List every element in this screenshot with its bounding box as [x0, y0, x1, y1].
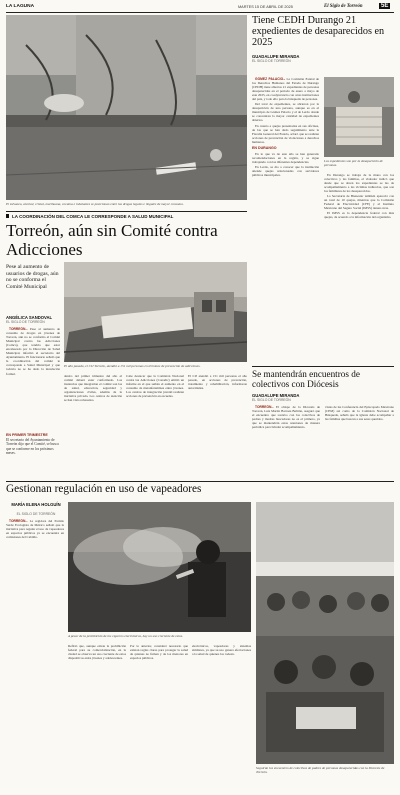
vapeadores-column-2: Refirió que, aunque existe la prohibición federal para su comercialización, en la ciudad se observa un uso creciente de estos dispositivos entre jóvenes y adolescentes.: [68, 644, 126, 661]
cedh-photo: [324, 77, 394, 157]
colectivos-photo-image: [256, 502, 394, 764]
comite-headline: Torreón, aún sin Comité contra Adicciones: [6, 221, 218, 259]
vapeadores-lead-place: TORREÓN.-: [9, 519, 28, 523]
cedh-lead-place: GÓMEZ PALACIO.-: [255, 77, 286, 81]
colectivos-rule: [252, 366, 394, 367]
cedh-story: [252, 15, 394, 361]
comite-author: ANGÉLICA SANDOVAL: [6, 315, 53, 320]
page-number: 5E: [381, 3, 389, 9]
comite-outlet: EL SIGLO DE TORREÓN: [6, 320, 45, 324]
top-photo: [6, 15, 247, 200]
cedh-headline: Tiene CEDH Durango 21 expedientes de desaparecidos en 2025: [252, 15, 385, 49]
comite-photo: [64, 262, 247, 362]
comite-pull-body: El secretario del Ayuntamiento de Torreón dijo que el Comité, se busca que se conforme en los próximos meses.: [6, 438, 59, 455]
colectivos-lead-place: TORREÓN.-: [255, 405, 274, 409]
comite-column-4: El CIJ atendió a 151 mil personas el año pasado, en acciones de prevención, tratamiento y rehabilitación, informaron autoridades.: [188, 374, 247, 391]
cedh-col2-a: En Durango se trabaja de la mano con los colectivos y las familias, el visitador indicó que desde que se abren los expedientes se les da acompañamiento a las víctimas indirectas, que son los familiares de los desaparecidos.: [324, 173, 394, 194]
cedh-col1-a: La Comisión Estatal de los Derechos Humanos del Estado de Durango (CEDH) tiene abiertos 21 expedientes de personas desaparecidas en el periodo de enero a mayo de este 2025, en coadyuvancia con otras instituciones del país, y todo ello para la búsqueda de personas.: [252, 77, 319, 102]
cedh-outlet: EL SIGLO DE TORREÓN: [252, 58, 291, 63]
vapeadores-col1-text: La regidora del Partido Verde Ecologista de México señaló que la iniciativa para regular el uso de vapeadores en espacios públicos ya se encuentra en comisiones del Cabildo.: [6, 519, 64, 540]
colectivos-column-1: [252, 405, 320, 479]
comite-photo-caption: El año pasado, el CIJ Torreón, atendió a 151 mil personas en términos de prevención de adicciones.: [64, 364, 201, 368]
colectivos-author: GUADALUPE MIRANDA: [252, 393, 300, 398]
comite-photo-image: [64, 262, 247, 362]
vapeadores-column-3: Por lo anterior, consideró necesario que existan reglas claras para proteger la salud de quienes no fuman y de los menores en espacios públicos.: [130, 644, 188, 661]
colectivos-headline: Se mantendrán encuentros de colectivos con Diócesis: [252, 369, 360, 389]
page-header: [6, 3, 394, 11]
vapeadores-photo-image: [68, 502, 251, 632]
comite-column-1: [6, 327, 60, 431]
comite-col1-text: Pese al aumento de consumo de drogas en jóvenes de Torreón, aún no se conforma el Comité Municipal contra las Adicciones (Comca), que tendría que estar encabezado por la Dirección de Salud Municipal, informó el secretario del Ayuntamiento. El funcionario señaló que la coordinación del comité le corresponde a Salud Municipal y que todavía no se ha dado la instalación formal.: [6, 327, 60, 376]
comite-lead-place: TORREÓN.-: [9, 327, 28, 331]
section-label: LA LAGUNA: [6, 4, 35, 9]
cedh-subhead: EN DURANGO: [252, 145, 277, 150]
comite-deck: Pese al aumento de usuarios de drogas, aún no se conforma el Comité Municipal: [6, 264, 59, 290]
comite-pullout: [6, 433, 60, 473]
cedh-column-2: [324, 173, 394, 359]
paper-name: El Siglo de Torreón: [324, 3, 363, 9]
colectivos-photo-caption: Seguirán los encuentros de colectivos de padres de personas desaparecidas con la Diócesis de Torreón.: [256, 766, 385, 775]
comite-pull-head: EN PRIMER TRIMESTRE: [6, 433, 48, 437]
cedh-author: GUADALUPE MIRANDA: [252, 53, 300, 59]
header-rule: [6, 12, 394, 13]
vapeadores-author: MARÍA ELENA HOLGUÍN: [11, 502, 61, 507]
cedh-col3-a: La Secretaría de Bienestar también apareció con un total de 10 quejas, mientras que la Comisión Federal de Electricidad (CFE) y el Instituto Mexicano del Seguro Social (IMSS) tienen otras.: [324, 194, 394, 211]
vapeadores-photo-caption: A pesar de la prohibición de los cigarros electrónicos, hay un uso creciente de estos.: [68, 634, 184, 638]
comite-column-3: Cabe destacar que la Comisión Nacional contra las Adicciones (Conadic) emitió un informe en el que señala el aumento en el consumo de metanfetaminas entre jóvenes. Los centros de integración juvenil realizan acciones de prevención en escuelas.: [126, 374, 184, 399]
cedh-col2-b: En cuanto a quejas presentadas en sus oficinas, de las que se han dado seguimiento ante la Fiscalía General del Estado, aclaró que se realizan acciones de prevención de violaciones a derechos humanos.: [252, 123, 319, 144]
cedh-photo-image: [324, 77, 394, 157]
cedh-photo-caption: Los expedientes son por la desaparición de personas.: [324, 159, 383, 168]
comite-column-2: dentro del primer trimestre del año el comité deberá estar conformado. Las instancias que integrarían el comité son las de salud, educación, seguridad y organizaciones civiles, además de la iniciativa privada. Los centros de atención se han visto rebasados.: [64, 374, 122, 403]
header-date: MARTES 15 DE ABRIL DE 2025: [238, 4, 293, 9]
cedh-col1-b: Del total de expedientes, se abrieron por la desaparición de una persona, aunque es en el municipio de Gómez Palacio y el de Lerdo donde se concentran la mayor cantidad de expedientes abiertos.: [252, 102, 319, 123]
cedh-col2-c: En lo que va de este año se han generado recomendaciones en la región, y se sigue trabajando con las diferentes dependencias.: [252, 151, 319, 164]
vapeadores-column-1: [6, 519, 64, 789]
colectivos-col1-text: El obispo de la Diócesis de Torreón, Luis Martín Barraza Beltrán, aseguró que el encuentro que sostuvo con los colectivos de padres y madres buscadores no es el primero, ya que se mantendrán estas reuniones de manera periódica para brindar acompañamiento.: [252, 405, 320, 430]
cedh-col3-b: El IMSS es la dependencia federal con más quejas, de acuerdo a la información del organismo.: [324, 211, 394, 220]
banner-kicker: LA COORDINACIÓN DEL COMCA LE CORRESPONDE A SALUD MUNICIPAL: [12, 213, 174, 219]
colectivos-outlet: EL SIGLO DE TORREÓN: [252, 398, 291, 402]
vapeadores-outlet: EL SIGLO DE TORREÓN: [16, 512, 56, 516]
colectivos-photo: [256, 502, 394, 764]
vapeadores-photo: [68, 502, 251, 632]
top-photo-image: [6, 15, 247, 200]
vapeadores-headline: Gestionan regulación en uso de vapeadores: [6, 483, 202, 495]
colectivos-column-2: vistas de las Conferencia del Episcopado Mexicano (CEM) así como de la Comisión Nacional de Búsqueda, señaló que la iglesia debe acompañar a las familias que buscan a sus seres queridos.: [325, 405, 394, 422]
cedh-column-1: [252, 77, 319, 359]
cedh-col3-c: En Lerdo, se dio a conocer que la institución atiende quejas relacionadas con servidores públicos municipales.: [252, 164, 319, 178]
top-photo-caption: El tolvaneo, alcohol, cristal, marihuana, cocaína e inhalantes se posicionan entre las drogas legales e ilegales de mayor consumo.: [6, 202, 184, 206]
banner-marker: [6, 214, 9, 218]
comca-banner: [6, 211, 247, 219]
vapeadores-rule: [6, 481, 394, 482]
vapeadores-column-4: electrónicos, vapeadores y sistemas similares, ya que su uso genera afectaciones a la salud de quienes los rodean.: [192, 644, 251, 657]
